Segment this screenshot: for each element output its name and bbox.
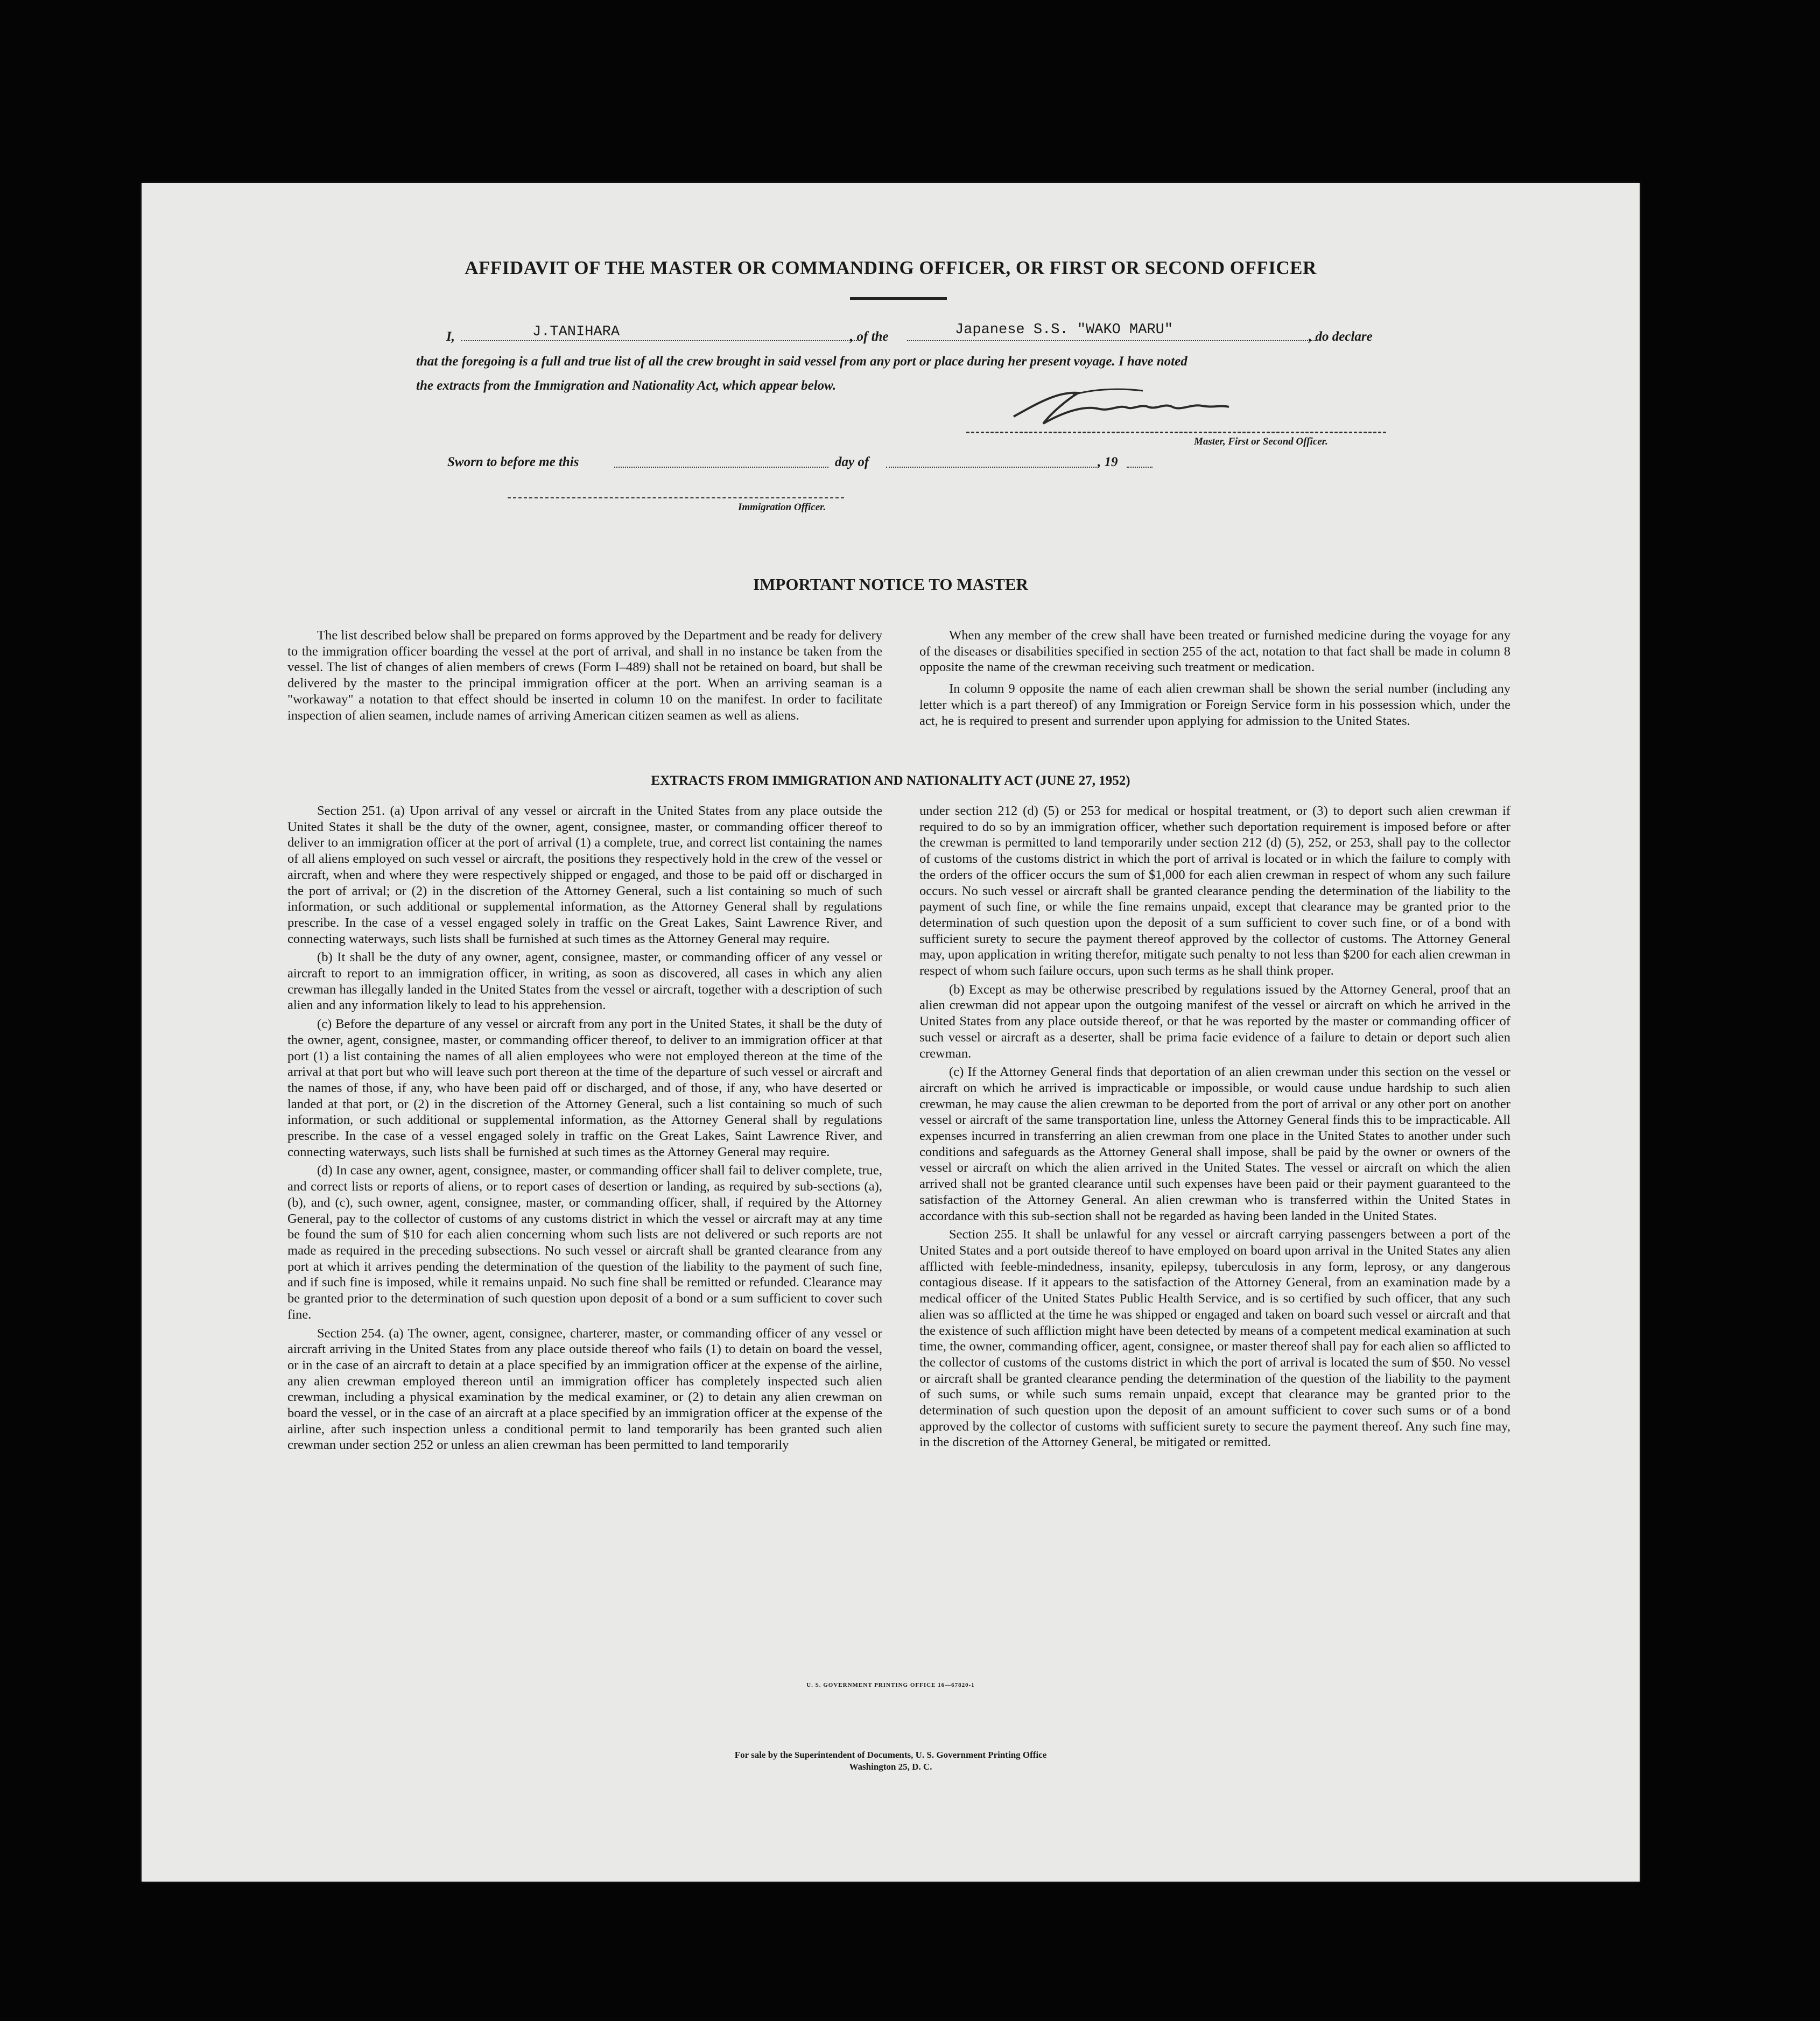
section-254-a-continued: under section 212 (d) (5) or 253 for medical or hospital treatment, or (3) to deport such alien crewman if required to do so by an immigration officer, whether such deportation requirement is imposed before or after the crewman is permitted to land temporarily under section 212 (d) (5), 252, or 253, shall pay to the collector of customs of the customs district in which the port of arrival is located or in which the failure to comply with the orders of the officer occurs the sum of $1,000 for each alien crewman in respect of whom any such failure occurs. No such vessel or aircraft shall be granted clearance pending the determination of the liability to the payment of such fine, or while the fine remains unpaid, except that clearance may be granted prior to the determination of such question upon the deposit of a sum sufficient to cover such fine, or of a bond with sufficient surety to secure the payment thereof approved by the collector of customs. The Attorney General may, upon application in writing therefor, mitigate such penalty to not less than $200 for each alien crewman in respect of whom such failure occurs, upon such terms as he shall think proper. [919,804,1510,978]
footer [142,1749,1640,1773]
footer-line-1: For sale by the Superintendent of Documents, U. S. Government Printing Office [734,1750,1047,1760]
sworn-month-line [886,464,1099,468]
signature-caption: Master, First or Second Officer. [1194,436,1328,447]
signature-line [966,432,1386,433]
do-declare-label: , do declare [1309,329,1373,344]
declaration-line-2: that the foregoing is a full and true list of all the crew brought in said vessel from any port or place during her present voyage. I have noted [416,354,1187,369]
section-255: Section 255. It shall be unlawful for any vessel or aircraft carrying passengers between a port of the United States and a port outside thereof to have employed on board upon arrival in the United States any alien afflicted with feeble-mindedness, insanity, epilepsy, tuberculosis in any form, leprosy, or any dangerous contagious disease. If it appears to the satisfaction of the Attorney General, from an examination made by a medical officer of the United States Public Health Service, and is so certified by such officer, that any such alien was so afflicted at the time he was shipped or engaged and taken on board such vessel or aircraft and that the existence of such affliction might have been detected by means of a competent medical examination at such time, the owner, commanding officer, agent, consignee, or master thereof shall pay for each alien so afflicted to the collector of customs of the customs district in which the port of arrival is located the sum of $50. No vessel or aircraft shall be granted clearance pending the determination of the question of the liability to the payment of such sums, or while such sums remain unpaid, except that clearance may be granted prior to the determination of such question upon the deposit of an amount sufficient to cover such sums or of a bond approved by the collector of customs with sufficient surety to secure the payment thereof. Any such fine may, in the discretion of the Attorney General, be mitigated or remitted. [919,1227,1510,1450]
section-254-b: (b) Except as may be otherwise prescribed by regulations issued by the Attorney General, proof that an alien crewman did not appear upon the outgoing manifest of the vessel or aircraft on which he arrived in the United States from any place outside thereof, or that he was reported by the master or commanding officer of such vessel or aircraft as a deserter, shall be prima facie evidence of a failure to detain or deport such alien crewman. [919,982,1510,1061]
master-name-line [461,338,857,341]
affidavit-title: AFFIDAVIT OF THE MASTER OR COMMANDING OFFICER, OR FIRST OR SECOND OFFICER [465,257,1317,278]
declaration-line-1 [446,322,1539,347]
extracts-left-column [287,803,882,1453]
declaration-line-3: the extracts from the Immigration and Nationality Act, which appear below. [416,378,837,393]
notice-left-column [287,628,882,723]
section-251-a: Section 251. (a) Upon arrival of any vessel or aircraft in the United States from any place outside the United States it shall be the duty of the owner, agent, consignee, master, or commanding officer thereof to deliver to an immigration officer at the port of arrival (1) a complete, true, and correct list containing the names of all aliens employed on such vessel or aircraft, the positions they respectively hold in the crew of the vessel or aircraft, when and where they were respectively shipped or engaged, and those to be paid off or discharged in the port of arrival; or (2) in the discretion of the Attorney General, such a list containing so much of such information, or such additional or supplemental information, as the Attorney General shall by regulations prescribe. In the case of a vessel engaged solely in traffic on the Great Lakes, Saint Lawrence River, and connecting waterways, such lists shall be furnished at such times as the Attorney General may require. [287,804,882,946]
sworn-label: Sworn to before me this [447,455,579,469]
day-of-label: day of [835,455,869,469]
notice-left-paragraph: The list described below shall be prepared on forms approved by the Department and be ready for delivery to the immigration officer boarding the vessel at the port of arrival, and shall in no instance be taken from the vessel. The list of changes of alien members of crews (Form I–489) shall not be retained on board, but shall be delivered by the master to the principal immigration officer at the port. When an arriving seaman is a "workaway" a notation to that effect should be inserted in column 10 on the manifest. In order to facilitate inspection of alien seamen, include names of arriving American citizen seamen as well as aliens. [287,628,882,723]
notice-right-paragraph-1: When any member of the crew shall have been treated or furnished medicine during the voyage for any of the diseases or disabilities specified in section 255 of the act, notation to that fact shall be made in column 8 opposite the name of the crewman receiving such treatment or medication. [919,628,1510,675]
footer-line-2: Washington 25, D. C. [849,1762,932,1772]
sworn-day-line [614,464,828,468]
section-254-c: (c) If the Attorney General finds that deportation of an alien crewman under this section on the vessel or aircraft on which he arrived is impracticable or impossible, or would cause undue hardship to such alien crewman, he may cause the alien crewman to be deported from the port of arrival or any other port on another vessel or aircraft of the same transportation line, unless the Attorney General finds this to be impracticable. All expenses incurred in transferring an alien crewman from one place in the United States to another under such conditions and safeguards as the Attorney General shall impose, shall be paid by the owner or owners of the vessel or aircraft on which the alien arrived in the United States. The vessel or aircraft on which the alien arrived shall not be granted clearance until such expenses have been paid or their payment guaranteed to the satisfaction of the Attorney General. An alien crewman who is transferred within the United States in accordance with this sub-section shall not be regarded as having been landed in the United States. [919,1065,1510,1223]
vessel-name: Japanese S.S. "WAKO MARU" [955,322,1173,338]
vessel-line [907,338,1316,341]
i-label: I, [446,329,455,344]
of-the-label: , of the [850,329,889,344]
immigration-officer-caption: Immigration Officer. [738,502,826,513]
notice-right-column [919,628,1510,729]
sworn-line [447,455,1147,473]
extracts-right-column [919,803,1510,1450]
extracts-title: EXTRACTS FROM IMMIGRATION AND NATIONALITY ACT (JUNE 27, 1952) [651,773,1130,788]
master-name: J.TANIHARA [532,324,620,340]
section-251-b: (b) It shall be the duty of any owner, agent, consignee, master, or commanding officer of any vessel or aircraft to report to an immigration officer, in writing, as soon as discovered, all cases in which any alien crewman has illegally landed in the United States from the vessel or aircraft, together with a description of such alien and any information likely to lead to his apprehension. [287,950,882,1013]
master-signature [992,383,1240,432]
year-label: , 19 [1098,455,1118,469]
notice-title: IMPORTANT NOTICE TO MASTER [753,575,1028,594]
section-254-a: Section 254. (a) The owner, agent, consignee, charterer, master, or commanding officer of any vessel or aircraft arriving in the United States from any place outside thereof who fails (1) to detain on board the vessel, or in the case of an aircraft to detain at a place specified by an immigration officer at the expense of the airline, any alien crewman employed thereon until an immigration officer has completely inspected such alien crewman, including a physical examination by the medical examiner, or (2) to detain any alien crewman on board the vessel, or in the case of an aircraft at a place specified by an immigration officer at the expense of the airline, after such inspection unless a conditional permit to land temporarily has been granted such alien crewman under section 252 or unless an alien crewman has been permitted to land temporarily [287,1326,882,1453]
sworn-year-line [1127,464,1153,468]
document-page [142,183,1640,1882]
gpo-imprint: U. S. GOVERNMENT PRINTING OFFICE 16—67820-1 [806,1682,975,1688]
section-251-d: (d) In case any owner, agent, consignee, master, or commanding officer shall fail to deliver complete, true, and correct lists or reports of aliens, or to report cases of desertion or landing, as required by sub-sections (a), (b), and (c), such owner, agent, consignee, master, or commanding officer, shall, if required by the Attorney General, pay to the collector of customs of any customs district in which the vessel or aircraft may at any time be found the sum of $10 for each alien concerning whom such lists are not delivered or such reports are not made as required in the preceding subsections. No such vessel or aircraft shall be granted clearance from any port at which it arrives pending the determination of the question of the liability to the payment of such fine, and if such fine is imposed, while it remains unpaid. No such fine shall be remitted or refunded. Clearance may be granted prior to the determination of such question upon deposit of a bond or a sum sufficient to cover such fine. [287,1163,882,1322]
title-underline [850,297,947,300]
notice-right-paragraph-2: In column 9 opposite the name of each alien crewman shall be shown the serial number (including any letter which is a part thereof) of any Immigration or Foreign Service form in his possession which, under the act, he is required to present and surrender upon applying for admission to the United States. [919,681,1510,728]
section-251-c: (c) Before the departure of any vessel or aircraft from any port in the United States, it shall be the duty of the owner, agent, consignee, master, or commanding officer thereof, to deliver to an immigration officer at that port (1) a list containing the names of all alien employees who were not employed thereon at the time of the arrival at that port but who will leave such port thereon at the time of the departure of such vessel or aircraft and the names of those, if any, who have been paid off or discharged, and of those, if any, who have deserted or landed at that port, or (2) in the discretion of the Attorney General, such a list containing so much of such information, or such additional or supplemental information, as the Attorney General shall by regulations prescribe. In the case of a vessel engaged solely in traffic on the Great Lakes, Saint Lawrence River, and connecting waterways, such lists shall be furnished at such times as the Attorney General may require. [287,1017,882,1159]
immigration-officer-line [508,497,844,498]
